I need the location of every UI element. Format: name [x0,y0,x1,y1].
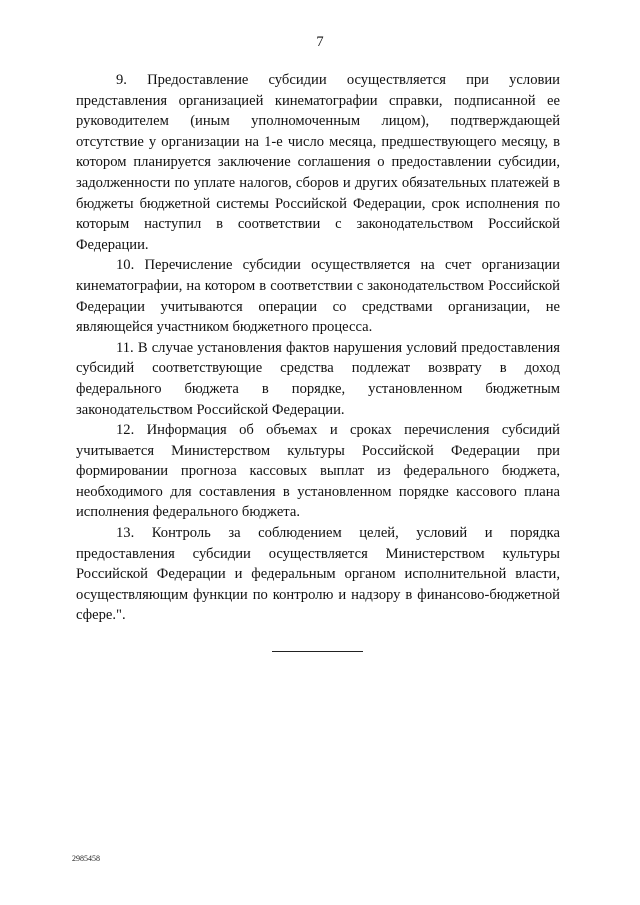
document-body [76,70,560,626]
paragraph-13: 13. Контроль за соблюдением целей, условий и порядка предоставления субсидии осуществляется Министерством культуры Российской Федерации и федеральным органом исполнительной власти, осуществляющим функции по контролю и надзору в финансово-бюджетной сфере.". [76,525,560,624]
paragraph-12: 12. Информация об объемах и сроках перечисления субсидий учитывается Министерством культуры Российской Федерации при формировании прогноза кассовых выплат из федерального бюджета, необходимого для составления в установленном порядке кассового плана исполнения федерального бюджета. [76,422,560,521]
end-separator-line [272,651,363,652]
paragraph-9: 9. Предоставление субсидии осуществляется при условии представления организацией кинематографии справки, подписанной ее руководителем (иным уполномоченным лицом), подтверждающей отсутствие у организации на 1-е число месяца, предшествующего месяцу, в котором планируется заключение соглашения о предоставлении субсидии, задолженности по уплате налогов, сборов и других обязательных платежей в бюджеты бюджетной системы Российской Федерации, срок исполнения по которым наступил в соответствии с законодательством Российской Федерации. [76,72,560,253]
document-id: 2985458 [72,854,100,863]
page-number: 7 [316,34,324,50]
paragraph-10: 10. Перечисление субсидии осуществляется на счет организации кинематографии, на котором в соответствии с законодательством Российской Федерации учитываются операции со средствами организации, не являющейся участником бюджетного процесса. [76,257,560,336]
paragraph-11: 11. В случае установления фактов нарушения условий предоставления субсидий соответствующие средства подлежат возврату в доход федерального бюджета в порядке, установленном бюджетным законодательством Российской Федерации. [76,339,560,418]
